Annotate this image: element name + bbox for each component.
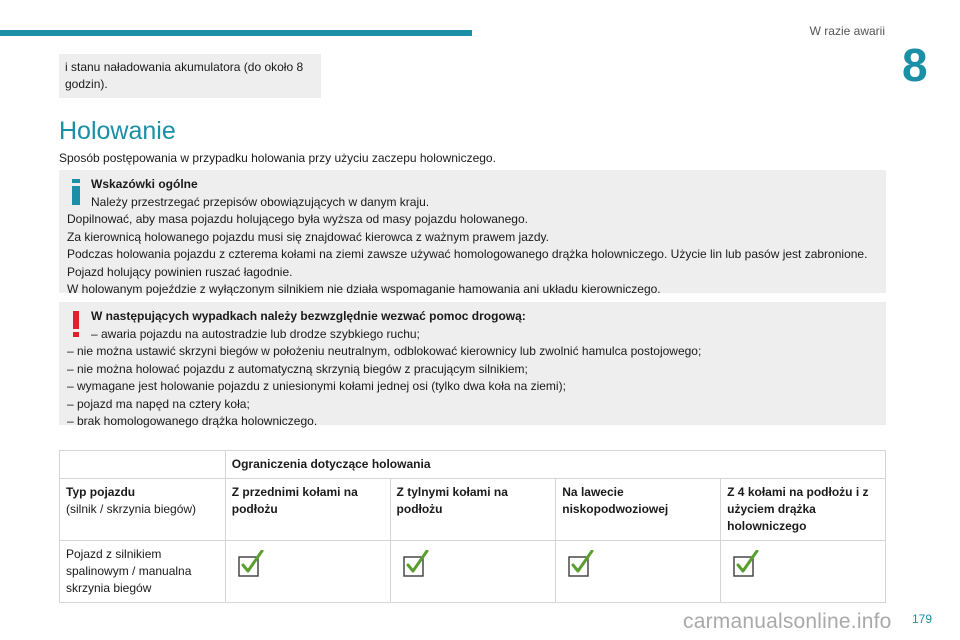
vehicle-type-subtitle: (silnik / skrzynia biegów)	[66, 502, 197, 516]
vehicle-type-title: Typ pojazdu	[66, 485, 136, 499]
warning-box	[59, 302, 886, 428]
page-title: Holowanie	[59, 117, 176, 145]
checkmark-icon	[238, 550, 264, 578]
warning-item: – pojazd ma napęd na cztery koła;	[67, 396, 250, 411]
warning-box-title: W następujących wypadkach należy bezwzględnie wezwać pomoc drogową:	[91, 309, 526, 323]
towing-limits-table	[59, 450, 886, 603]
header-accent-bar	[0, 30, 472, 36]
column-header-four-wheels-bar: Z 4 kołami na podłożu i z użyciem drążka holowniczego	[721, 479, 886, 541]
vehicle-type-cell: Pojazd z silnikiem spalinowym / manualna skrzynia biegów	[60, 541, 226, 603]
intro-note: i stanu naładowania akumulatora (do około 8 godzin).	[59, 54, 321, 98]
info-line: Podczas holowania pojazdu z czterema kołami na ziemi zawsze używać homologowanego drążka holowniczego. Użycie lin lub pasów jest zabronione.	[67, 247, 868, 261]
table-row	[60, 541, 886, 603]
warning-item: – nie można holować pojazdu z automatyczną skrzynią biegów z pracującym silnikiem;	[67, 361, 528, 376]
column-header-front-wheels: Z przednimi kołami na podłożu	[225, 479, 390, 541]
warning-item: – awaria pojazdu na autostradzie lub drodze szybkiego ruchu;	[91, 326, 420, 341]
table-corner-cell	[60, 451, 226, 479]
info-line: Za kierownicą holowanego pojazdu musi się znajdować kierowca z ważnym prawem jazdy.	[67, 229, 549, 244]
page-subtitle: Sposób postępowania w przypadku holowania przy użyciu zaczepu holowniczego.	[59, 151, 496, 165]
table-group-header: Ograniczenia dotyczące holowania	[225, 451, 885, 479]
info-line: Pojazd holujący powinien ruszać łagodnie.	[67, 264, 293, 279]
allowed-cell	[390, 541, 556, 603]
column-header-rear-wheels: Z tylnymi kołami na podłożu	[390, 479, 556, 541]
checkmark-icon	[403, 550, 429, 578]
warning-item: – wymagane jest holowanie pojazdu z uniesionymi kołami jednej osi (tylko dwa koła na ziemi);	[67, 379, 566, 393]
info-box	[59, 170, 886, 296]
checkmark-icon	[568, 550, 594, 578]
allowed-cell	[225, 541, 390, 603]
chapter-number: 8	[902, 39, 928, 91]
warning-item: – brak homologowanego drążka holowniczego.	[67, 414, 318, 428]
info-line: Dopilnować, aby masa pojazdu holującego była wyższa od masy pojazdu holowanego.	[67, 212, 528, 226]
info-line: Należy przestrzegać przepisów obowiązujących w danym kraju.	[91, 194, 430, 209]
warning-icon	[69, 311, 83, 337]
column-header-flatbed: Na lawecie niskopodwoziowej	[556, 479, 721, 541]
info-box-title: Wskazówki ogólne	[91, 177, 198, 191]
info-icon	[69, 179, 83, 205]
allowed-cell	[721, 541, 886, 603]
checkmark-icon	[733, 550, 759, 578]
warning-item: – nie można ustawić skrzyni biegów w położeniu neutralnym, odblokować kierownicy lub zwolnić hamulca postojowego;	[67, 344, 702, 358]
vehicle-type-header	[60, 479, 226, 541]
section-title: W razie awarii	[809, 24, 885, 38]
watermark: carmanualsonline.info	[683, 610, 892, 633]
info-line: W holowanym pojeździe z wyłączonym silnikiem nie działa wspomaganie hamowania ani układu kierowniczego.	[67, 282, 661, 296]
allowed-cell	[556, 541, 721, 603]
page-number: 179	[912, 612, 933, 626]
